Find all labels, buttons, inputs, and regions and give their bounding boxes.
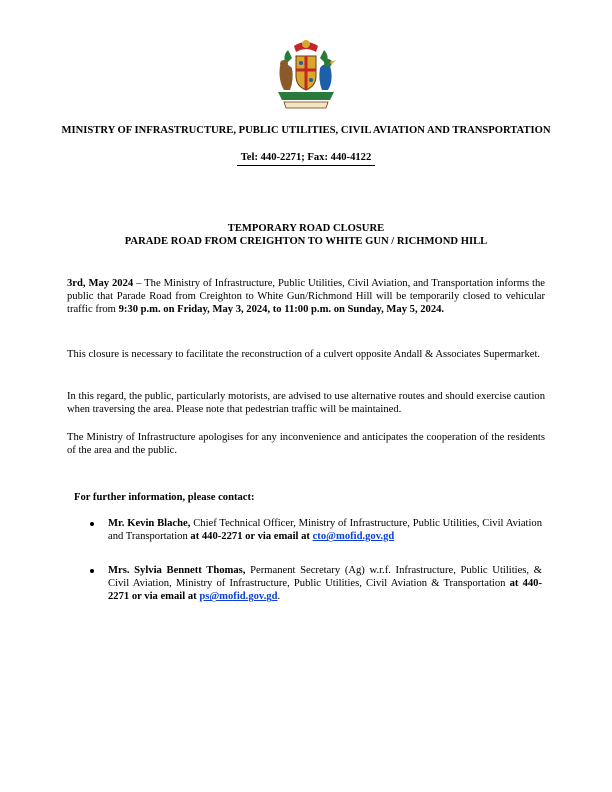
closure-period: 9:30 p.m. on Friday, May 3, 2024, to 11:00 p.m. on Sunday, May 5, 2024. [118,304,445,316]
contact-list [90,564,542,604]
contact-list [90,517,542,543]
contact-email-link[interactable]: ps@mofid.gov.gd [199,591,278,603]
contact-role: Permanent Secretary (Ag) w.r.f. Infrastructure, Public Utilities, & Civil Aviation, Ministry of Infrastructure, Public Utilities, Civil Aviation & Transportation [108,565,542,590]
ministry-name: MINISTRY OF INFRASTRUCTURE, PUBLIC UTILITIES, CIVIL AVIATION AND TRANSPORTATION [61,125,551,136]
closure-text: – The Ministry of Infrastructure, Public Utilities, Civil Aviation, and Transportation informs the public that Parade Road from Creighton to White Gun/Richmond Hill will be temporarily closed to vehicular traffic from [67,278,545,316]
notice-subheading: PARADE ROAD FROM CREIGHTON TO WHITE GUN / RICHMOND HILL [124,236,488,247]
notice-heading: TEMPORARY ROAD CLOSURE [227,223,385,234]
list-item [90,564,542,604]
contact-phone: at 440-2271 or via email at [190,531,313,543]
ministry-phone-fax: Tel: 440-2271; Fax: 440-4122 [237,151,376,166]
contact-email-link[interactable]: cto@mofid.gov.gd [312,531,395,543]
contact-phone: at 440-2271 or via email at [108,578,542,603]
bullet-icon [90,522,94,526]
ministry-contact [60,151,552,166]
contact-name: Mrs. Sylvia Bennett Thomas, [108,565,246,576]
bullet-icon [90,569,94,573]
coat-of-arms-icon [268,36,344,112]
contact-suffix: . [277,591,281,603]
advisory-paragraph: In this regard, the public, particularly motorists, are advised to use alternative routes and should exercise caution when traversing the area. Please note that pedestrian traffic will be maintained. [67,391,545,416]
contact-intro: For further information, please contact: [74,492,255,503]
contact-role: Chief Technical Officer, Ministry of Infrastructure, Public Utilities, Civil Aviation and Transportation [108,518,543,543]
apology-paragraph: The Ministry of Infrastructure apologises for any inconvenience and anticipates the cooperation of the residents of the area and the public. [67,432,545,457]
notice-date: 3rd, May 2024 [67,278,134,289]
list-item [90,517,542,543]
contact-name: Mr. Kevin Blache, [108,518,191,529]
reason-paragraph: This closure is necessary to facilitate the reconstruction of a culvert opposite Andall & Associates Supermarket. [67,349,541,360]
closure-paragraph [67,277,545,317]
